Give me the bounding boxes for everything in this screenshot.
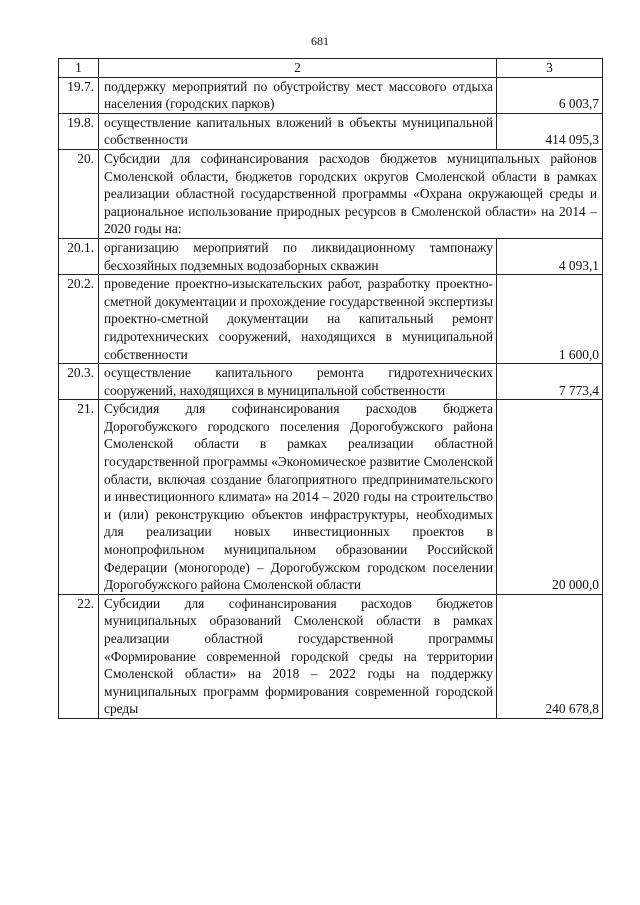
- row-description: [99, 77, 497, 113]
- table-row: [59, 400, 603, 595]
- row-number: 20.1.: [59, 238, 99, 274]
- row-description: [99, 238, 497, 274]
- row-number: 22.: [59, 594, 99, 718]
- table-row: [59, 77, 603, 113]
- table-row: [59, 238, 603, 274]
- row-description: [99, 275, 497, 364]
- row-description-text: проведение проектно-изыскательских работ, разработку проектно-сметной документации и прохождение государственной экспертизы проектно-сметной документации на капитальный ремонт гидротехнических сооружений, находящихся в муниципальной собственности: [104, 276, 493, 362]
- table-row-section: [59, 149, 603, 238]
- budget-table: [58, 58, 603, 719]
- row-description-text: Субсидия для софинансирования расходов бюджета Дорогобужского городского поселения Дорогобужского района Смоленской области в рамках реализации областной государственной программы «Экономическое развитие Смоленской области, включая создание благоприятного предпринимательского и инвестиционного климата» на 2014 – 2020 годы на строительство и (или) реконструкцию объектов инфраструктуры, необходимых для реализации новых инвестиционных проектов в монопрофильном муниципальном образовании Российской Федерации (моногороде) – Дорогобужском городском поселении Дорогобужского района Смоленской области: [104, 401, 493, 593]
- row-amount: 240 678,8: [497, 594, 603, 718]
- row-number: 19.7.: [59, 77, 99, 113]
- row-amount: 6 003,7: [497, 77, 603, 113]
- row-number: 21.: [59, 400, 99, 595]
- row-description-text: осуществление капитальных вложений в объекты муниципальной собственности: [104, 114, 493, 148]
- header-col-1: 1: [59, 59, 99, 78]
- row-description-text: организацию мероприятий по ликвидационному тампонажу бесхозяйных подземных водозаборных скважин: [104, 239, 493, 273]
- table-row: [59, 113, 603, 149]
- table-row: [59, 594, 603, 718]
- table-row: [59, 364, 603, 400]
- row-amount: 414 095,3: [497, 113, 603, 149]
- row-description: [99, 113, 497, 149]
- row-amount: 4 093,1: [497, 238, 603, 274]
- header-col-3: 3: [497, 59, 603, 78]
- row-amount: 1 600,0: [497, 275, 603, 364]
- row-number: 20.3.: [59, 364, 99, 400]
- row-description: [99, 364, 497, 400]
- row-description-text: осуществление капитального ремонта гидротехнических сооружений, находящихся в муниципальной собственности: [104, 365, 493, 398]
- page-number: 681: [311, 34, 329, 48]
- row-description: [99, 149, 603, 238]
- header-col-2: 2: [99, 59, 497, 78]
- row-description: [99, 400, 497, 595]
- row-number: 19.8.: [59, 113, 99, 149]
- row-amount: 20 000,0: [497, 400, 603, 595]
- row-description-text: поддержку мероприятий по обустройству мест массового отдыха населения (городских парков): [104, 78, 493, 112]
- row-description-text: Субсидии для софинансирования расходов бюджетов муниципальных образований Смоленской области в рамках реализации областной государственной программы «Формирование современной городской среды на территории Смоленской области» на 2018 – 2022 годы на поддержку муниципальных программ формирования современной городской среды: [104, 595, 493, 717]
- table-header-row: [59, 59, 603, 78]
- row-number: 20.2.: [59, 275, 99, 364]
- table-row: [59, 275, 603, 364]
- row-description-text: Субсидии для софинансирования расходов бюджетов муниципальных районов Смоленской области, бюджетов городских округов Смоленской области в рамках реализации областной государственной программы «Охрана окружающей среды и рациональное использование природных ресурсов в Смоленской области» на 2014 – 2020 годы на:: [104, 150, 597, 237]
- row-description: [99, 594, 497, 718]
- row-number: 20.: [59, 149, 99, 238]
- row-amount: 7 773,4: [497, 364, 603, 400]
